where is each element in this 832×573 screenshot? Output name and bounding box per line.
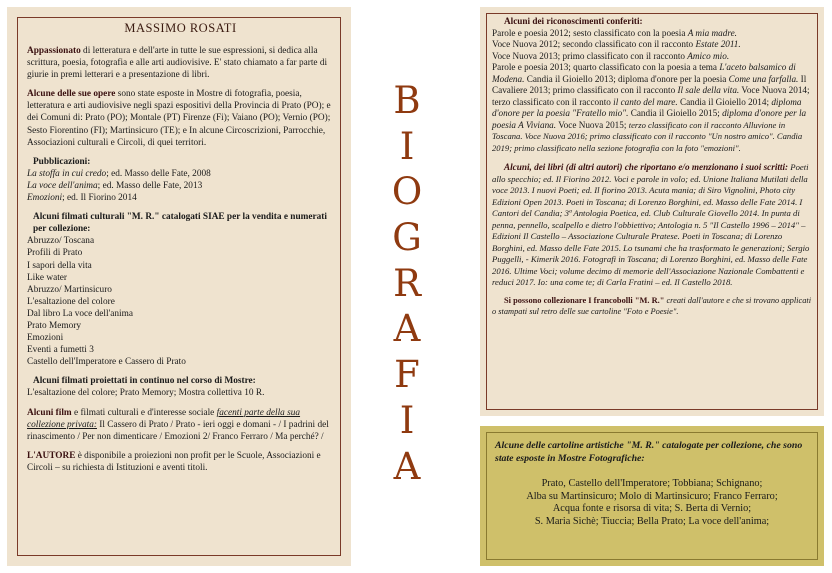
stamps-text: creati dall'autore e che si trovano applicati o stampati sul retro delle sue cartoline "Foto e Poesie".: [492, 295, 812, 316]
film-item: Profili di Prato: [27, 248, 83, 259]
postcards-panel-frame: [486, 432, 818, 560]
publication-info: ; ed. Masso delle Fate, 2013: [97, 180, 203, 191]
title-letter: A: [393, 444, 421, 488]
projected-text: L'esaltazione del colore; Prato Memory; Mostra collettiva 10 R.: [27, 388, 265, 399]
award-work: A mia madre.: [687, 27, 737, 38]
title-letter: I: [399, 124, 415, 168]
awards-panel: [480, 7, 824, 416]
film-item: Like water: [27, 272, 68, 283]
publication-item: [27, 180, 334, 192]
title-letter: O: [391, 170, 423, 214]
collection-underline: facenti parte della sua collezione privata:: [27, 407, 301, 430]
publication-title: Emozioni: [27, 193, 63, 204]
publication-title: La stoffa in cui credo: [27, 168, 107, 179]
title-letter: B: [393, 79, 421, 122]
film-item: Abruzzo/ Martinsicuro: [27, 284, 112, 295]
films-heading: [33, 211, 334, 235]
awards-panel-frame: [486, 13, 818, 410]
postcards-panel: [480, 426, 824, 566]
author-availability: [27, 450, 334, 474]
title-letter: G: [392, 216, 422, 260]
award-work: Amico mio.: [687, 50, 730, 61]
award-text: Il Cavaliere 2013; primo classificato con il racconto: [492, 73, 807, 95]
intro-paragraph: [27, 45, 334, 81]
award-text: Voce Nuova 2015;: [556, 119, 629, 130]
works-bold: Alcune delle sue opere: [27, 89, 116, 100]
award-text: Parole e poesia 2012; sesto classificato con la poesia: [492, 27, 688, 38]
author-bold: L'AUTORE: [27, 450, 76, 461]
left-panel-frame: [17, 17, 341, 556]
intro-bold: Appassionato: [27, 46, 81, 56]
stamps-paragraph: [492, 295, 812, 317]
publication-title: La voce dell'anima: [27, 180, 98, 191]
publications-heading: [33, 156, 334, 168]
film-item: Emozioni: [27, 333, 64, 344]
title-letter: I: [399, 398, 415, 442]
postcard-line: Alba su Martinsicuro; Molo di Martinsicuro; Franco Ferraro;: [526, 490, 778, 502]
publication-item: [27, 168, 334, 180]
film-item: Abruzzo/ Toscana: [27, 236, 95, 247]
films-heading-text: Alcuni filmati culturali "M. R." catalogati SIAE per la vendita e numerati per collezione:: [33, 212, 327, 235]
film-item: Eventi a fumetti 3: [27, 345, 94, 356]
books-text: Poeti allo specchio; ed. Il Fiorino 2012. Voci e parole in volo; ed. Unione Italiana Mutilati della voce 2013. I nuovi Poeti; ed. Il fiorino 2013. Acuta mania; di Siro Vignolini, Photo city Edizioni Open 2013. Poeti in Toscana; di Lorenzo Borghini, ed. Masso delle Fate 2014. I Cantori del Candia; 3ª Antologia Poetica, ed. Club Culturale Giovello 2014. In punta di penna, pennello, scalpello e dietro l'obbiettivo; Antologia n. 5 "Il Castello 1996 – 2014" – Edizioni Il Castello – Associazione Culturale Pratese. Poeti in Toscana; di Lorenzo Borghini, ed. Masso delle Fate 2015. Lo tsunami che ha trasformato le generazioni; Sergio Puggelli, - Kimerik 2016. Fotografi in Toscana; di Lorenzo Borghini, ed. Masso delle Fate 2016. Ultime Voci; volume decimo di memorie dell'Associazione Nazionale Combattenti e reduci 2017. Io: una come te; di Carla Fratini – ed. Il Castello 2018.: [492, 162, 810, 287]
publications-heading-text: Pubblicazioni:: [33, 156, 91, 167]
award-work: terzo classificato con il racconto Alluvione in Toscana. Voce Nuova 2016; primo classificato con il racconto "Un nostro amico". Candia 2019; primo classificato nella sezione fotografia con la foto "emozioni".: [492, 119, 803, 153]
award-work: L'aceto balsamico di Modena.: [492, 62, 796, 84]
author-text: è disponibile a proiezioni non profit per le Scuole, Associazioni e Circoli – su richiesta di Istituzioni e aventi titoli.: [27, 450, 321, 473]
award-work: Estate 2011.: [695, 39, 741, 49]
award-text: Voce Nuova 2012; secondo classificato con il racconto: [492, 39, 696, 49]
projected-heading-text: Alcuni filmati proiettati in continuo nel corso di Mostre:: [33, 376, 256, 387]
award-text: Voce Nuova 2014; terzo classificato con il racconto: [492, 85, 810, 107]
left-panel: [7, 7, 351, 566]
film-item: I sapori della vita: [27, 260, 92, 271]
books-paragraph: [492, 162, 812, 289]
publication-item: [27, 192, 334, 204]
films-list: [27, 235, 334, 368]
publications-list: [27, 168, 334, 204]
intro-text: di letteratura e dell'arte in tutte le sue espressioni, si dedica alla scrittura, poesia, fotografia e alle arti audiovisive. E' stato chiamato a far parte di giurie in premi letterari e a presentazione di libri.: [27, 46, 328, 81]
works-paragraph: [27, 88, 334, 148]
collection-paragraph: [27, 407, 334, 443]
collection-rest: Il Cassero di Prato / Prato - ieri oggi e domani - / I padrini del rinascimento / Per non dimenticare / Emozioni 2/ Franco Ferraro / Ma perché? /: [27, 419, 329, 442]
awards-text: [492, 28, 812, 155]
award-work: Il sale della vita.: [677, 85, 740, 95]
awards-heading-text: Alcuni dei riconoscimenti conferiti:: [504, 16, 643, 26]
title-letter: A: [393, 307, 421, 351]
film-item: Castello dell'Imperatore e Cassero di Prato: [27, 357, 186, 368]
postcards-heading: Alcune delle cartoline artistiche "M. R." catalogate per collezione, che sono state esposte in Mostre Fotografiche:: [495, 440, 803, 464]
film-item: Prato Memory: [27, 320, 81, 331]
award-work: diploma d'onore per la poesia "Fratello mio".: [492, 96, 802, 118]
author-name: MASSIMO ROSATI: [124, 21, 237, 35]
award-work: diploma d'onore per la poesia A Viviana.: [492, 108, 807, 130]
postcard-line: S. Maria Sichè; Tiuccia; Bella Prato; La voce dell'anima;: [534, 515, 770, 527]
postcard-line: Acqua fonte e risorsa di vita; S. Berta di Vernio;: [552, 503, 752, 515]
biografia-title: [380, 78, 434, 489]
collection-mid: e filmati culturali e d'interesse sociale: [71, 407, 217, 418]
film-item: L'esaltazione del colore: [27, 296, 115, 307]
stamps-bold: Si possono collezionare I francobolli "M. R.": [504, 295, 665, 305]
postcard-line: Prato, Castello dell'Imperatore; Tobbiana; Schignano;: [541, 478, 763, 489]
award-text: Candia il Gioiello 2013; diploma d'onore per la poesia: [524, 73, 729, 84]
publication-info: ; ed. Masso delle Fate, 2008: [106, 168, 211, 179]
award-work: Come una farfalla.: [728, 73, 799, 84]
title-letter: F: [394, 353, 420, 397]
publication-info: ; ed. Il Fiorino 2014: [62, 193, 137, 204]
awards-heading: [492, 16, 812, 28]
film-item: Dal libro La voce dell'anima: [27, 308, 133, 319]
title-letter: R: [393, 261, 421, 305]
projected-heading: [33, 375, 334, 387]
award-work: il canto del mare.: [613, 96, 678, 107]
collection-bold: Alcuni film: [27, 407, 72, 418]
award-text: Parole e poesia 2013; quarto classificato con la poesia a tema: [492, 62, 720, 72]
award-text: Candia il Gioiello 2014;: [677, 96, 772, 107]
award-text: Candia il Gioiello 2015;: [628, 108, 723, 118]
award-text: Voce Nuova 2013; primo classificato con il racconto: [492, 50, 688, 61]
works-text: sono state esposte in Mostre di fotografia, poesia, letteratura e arti audiovisive negli spazi espositivi della Provincia di Prato (PO); e dei Comuni di: Prato (PO); Montale (PT) Firenze (Fi); Vaiano (PO); Vernio (PO); Sesto Fiorentino (FI); Martinsicuro (TE); e In alcune Circoscrizioni, Parrocchie, Associazioni culturali e Circoli, di quei territori.: [27, 89, 331, 148]
books-heading: Alcuni, dei libri (di altri autori) che riportano e/o menzionano i suoi scritti:: [504, 162, 789, 172]
